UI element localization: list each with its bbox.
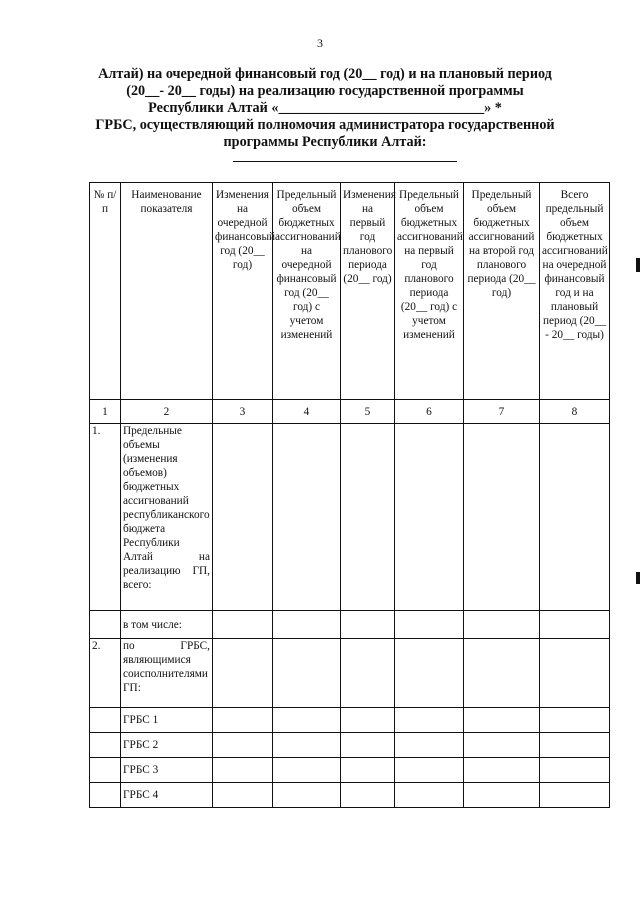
heading-line-1: Алтай) на очередной финансовый год (20__ год) и на плановый период	[98, 66, 552, 82]
column-number: 4	[273, 400, 341, 424]
row-name: ГРБС 2	[121, 733, 213, 758]
empty-cell	[464, 758, 540, 783]
empty-cell	[90, 758, 121, 783]
empty-cell	[213, 733, 273, 758]
column-number: 2	[121, 400, 213, 424]
column-number: 1	[90, 400, 121, 424]
empty-cell	[341, 758, 395, 783]
empty-cell	[464, 639, 540, 708]
empty-cell	[273, 611, 341, 639]
empty-cell	[90, 611, 121, 639]
empty-cell	[464, 708, 540, 733]
empty-cell	[395, 733, 464, 758]
header-cell-name: Наименование показателя	[121, 183, 213, 400]
empty-cell	[90, 733, 121, 758]
header-cell-limit-current-year: Предельный объем бюджетных ассигнований на очередной финансовый год (20__ год) с учетом изменений	[273, 183, 341, 400]
document-heading	[60, 66, 590, 151]
row-name: ГРБС 4	[121, 783, 213, 808]
scan-edge-mark	[636, 572, 640, 584]
column-number: 7	[464, 400, 540, 424]
empty-cell	[464, 783, 540, 808]
empty-cell	[213, 708, 273, 733]
table-row-including	[90, 611, 610, 639]
header-cell-num: № п/п	[90, 183, 121, 400]
empty-cell	[213, 783, 273, 808]
budget-form-table	[89, 182, 610, 808]
table-row-grbs	[90, 733, 610, 758]
row-name: ГРБС 1	[121, 708, 213, 733]
empty-cell	[464, 611, 540, 639]
table-row-grbs	[90, 708, 610, 733]
empty-cell	[395, 758, 464, 783]
table-row-co-executors	[90, 639, 610, 708]
row-name: по ГРБС, являющимися соисполнителями ГП:	[121, 639, 213, 708]
heading-line-3: Республики Алтай «_____________________________» *	[148, 100, 502, 116]
header-cell-total: Всего предельный объем бюджетных ассигнований на очередной финансовый год и на плановый период (20__ - 20__ годы)	[540, 183, 610, 400]
table-header-row	[90, 183, 610, 400]
empty-cell	[341, 708, 395, 733]
row-name: ГРБС 3	[121, 758, 213, 783]
empty-cell	[395, 783, 464, 808]
empty-cell	[273, 424, 341, 611]
empty-cell	[341, 733, 395, 758]
empty-cell	[273, 639, 341, 708]
column-number: 5	[341, 400, 395, 424]
table-row-total	[90, 424, 610, 611]
empty-cell	[273, 733, 341, 758]
empty-cell	[540, 639, 610, 708]
empty-cell	[540, 708, 610, 733]
empty-cell	[540, 611, 610, 639]
signature-blank-line	[233, 161, 457, 162]
empty-cell	[395, 708, 464, 733]
empty-cell	[540, 783, 610, 808]
empty-cell	[273, 783, 341, 808]
empty-cell	[395, 611, 464, 639]
empty-cell	[464, 424, 540, 611]
empty-cell	[341, 783, 395, 808]
empty-cell	[464, 733, 540, 758]
table-row-grbs	[90, 783, 610, 808]
empty-cell	[213, 424, 273, 611]
row-name: Предельные объемы (изменения объемов) бюджетных ассигнований республиканского бюджета Республики Алтай на реализацию ГП, всего:	[121, 424, 213, 611]
empty-cell	[540, 733, 610, 758]
column-number: 8	[540, 400, 610, 424]
table-row-grbs	[90, 758, 610, 783]
empty-cell	[540, 758, 610, 783]
page-number: 3	[317, 36, 323, 50]
empty-cell	[273, 708, 341, 733]
row-number: 2.	[90, 639, 121, 708]
empty-cell	[395, 639, 464, 708]
empty-cell	[395, 424, 464, 611]
header-cell-limit-first-plan-year: Предельный объем бюджетных ассигнований на первый год планового периода (20__ год) с учетом изменений	[395, 183, 464, 400]
empty-cell	[90, 708, 121, 733]
heading-line-4: ГРБС, осуществляющий полномочия администратора государственной	[95, 117, 555, 133]
row-number: 1.	[90, 424, 121, 611]
column-number-row	[90, 400, 610, 424]
column-number: 6	[395, 400, 464, 424]
heading-line-5: программы Республики Алтай:	[223, 134, 427, 150]
row-name: в том числе:	[121, 611, 213, 639]
empty-cell	[213, 611, 273, 639]
empty-cell	[341, 424, 395, 611]
empty-cell	[540, 424, 610, 611]
empty-cell	[341, 639, 395, 708]
empty-cell	[213, 639, 273, 708]
scan-edge-mark	[636, 258, 640, 272]
header-cell-limit-second-plan-year: Предельный объем бюджетных ассигнований на второй год планового периода (20__ год)	[464, 183, 540, 400]
column-number: 3	[213, 400, 273, 424]
empty-cell	[341, 611, 395, 639]
empty-cell	[213, 758, 273, 783]
header-cell-changes-current-year: Изменения на очередной финансовый год (20__ год)	[213, 183, 273, 400]
header-cell-changes-first-plan-year: Изменения на первый год планового периода (20__ год)	[341, 183, 395, 400]
empty-cell	[90, 783, 121, 808]
heading-line-2: (20__- 20__ годы) на реализацию государственной программы	[126, 83, 524, 99]
empty-cell	[273, 758, 341, 783]
